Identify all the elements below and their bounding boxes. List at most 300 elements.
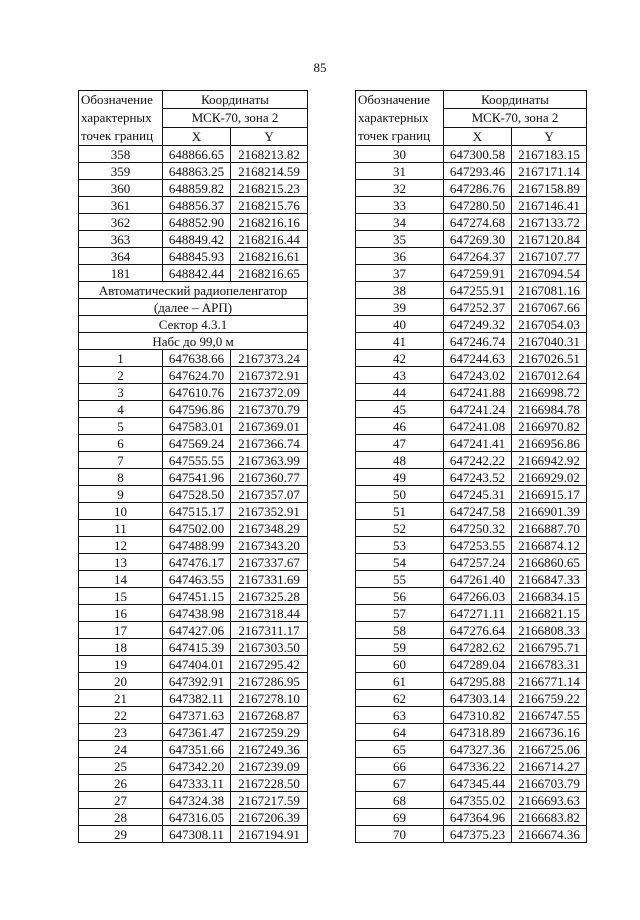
table-row (79, 265, 308, 282)
x-coordinate-cell: 647252.37 (444, 299, 512, 316)
x-coordinate-cell: 647382.11 (163, 690, 231, 707)
y-coordinate-cell: 2167107.77 (512, 248, 587, 265)
point-number-cell: 18 (79, 639, 163, 656)
point-number-cell: 364 (79, 248, 163, 265)
x-coordinate-cell: 647342.20 (163, 758, 231, 775)
point-number-cell: 59 (356, 639, 444, 656)
point-number-cell: 11 (79, 520, 163, 537)
table-row (356, 401, 587, 418)
y-coordinate-cell: 2166693.63 (512, 792, 587, 809)
point-number-cell: 41 (356, 333, 444, 350)
y-coordinate-cell: 2167239.09 (231, 758, 308, 775)
table-row (79, 146, 308, 163)
table-row (356, 622, 587, 639)
sector-title: Сектор 4.3.1 (79, 316, 308, 333)
y-coordinate-cell: 2166736.16 (512, 724, 587, 741)
table-row (356, 265, 587, 282)
point-number-cell: 358 (79, 146, 163, 163)
table-row (356, 809, 587, 826)
y-coordinate-cell: 2168215.23 (231, 180, 308, 197)
y-coordinate-cell: 2166984.78 (512, 401, 587, 418)
y-coordinate-cell: 2166674.36 (512, 826, 587, 843)
header-row (356, 91, 587, 109)
x-coordinate-cell: 647241.88 (444, 384, 512, 401)
table-row (79, 248, 308, 265)
point-number-cell: 31 (356, 163, 444, 180)
table-row (356, 197, 587, 214)
y-coordinate-cell: 2166771.14 (512, 673, 587, 690)
point-number-cell: 37 (356, 265, 444, 282)
x-coordinate-cell: 647371.63 (163, 707, 231, 724)
y-coordinate-cell: 2167067.66 (512, 299, 587, 316)
table-row (356, 180, 587, 197)
y-coordinate-cell: 2166703.79 (512, 775, 587, 792)
table-row (79, 588, 308, 605)
y-coordinate-cell: 2167372.91 (231, 367, 308, 384)
table-row (356, 758, 587, 775)
x-coordinate-cell: 647274.68 (444, 214, 512, 231)
point-number-cell: 67 (356, 775, 444, 792)
table-row (79, 809, 308, 826)
table-row (356, 469, 587, 486)
x-coordinate-cell: 647247.58 (444, 503, 512, 520)
y-coordinate-cell: 2166714.27 (512, 758, 587, 775)
y-coordinate-cell: 2167194.91 (231, 826, 308, 843)
y-coordinate-cell: 2167373.24 (231, 350, 308, 367)
table-row (356, 486, 587, 503)
section-subtitle: (далее – АРП) (79, 299, 308, 316)
point-number-cell: 48 (356, 452, 444, 469)
table-row (356, 146, 587, 163)
y-coordinate-cell: 2167249.36 (231, 741, 308, 758)
x-coordinate-cell: 647259.91 (444, 265, 512, 282)
table-row (79, 537, 308, 554)
y-coordinate-cell: 2166998.72 (512, 384, 587, 401)
table-row (356, 571, 587, 588)
x-coordinate-cell: 647271.11 (444, 605, 512, 622)
coordinate-system-header: МСК-70, зона 2 (444, 109, 587, 127)
x-coordinate-cell: 647541.96 (163, 469, 231, 486)
point-number-cell: 8 (79, 469, 163, 486)
y-coordinate-cell: 2166821.15 (512, 605, 587, 622)
table-row (356, 248, 587, 265)
table-row (356, 639, 587, 656)
section-title: Автоматический радиопеленгатор (79, 282, 308, 299)
y-coordinate-cell: 2167268.87 (231, 707, 308, 724)
table-row (79, 180, 308, 197)
table-row (79, 452, 308, 469)
x-coordinate-cell: 647269.30 (444, 231, 512, 248)
y-coordinate-cell: 2166887.70 (512, 520, 587, 537)
x-coordinate-cell: 647295.88 (444, 673, 512, 690)
point-number-cell: 51 (356, 503, 444, 520)
point-number-cell: 361 (79, 197, 163, 214)
point-number-cell: 19 (79, 656, 163, 673)
table-row (356, 503, 587, 520)
point-number-cell: 24 (79, 741, 163, 758)
y-coordinate-cell: 2166874.12 (512, 537, 587, 554)
x-coordinate-cell: 647476.17 (163, 554, 231, 571)
y-coordinate-cell: 2168214.59 (231, 163, 308, 180)
x-coordinate-cell: 647624.70 (163, 367, 231, 384)
y-coordinate-cell: 2167054.03 (512, 316, 587, 333)
point-number-cell: 33 (356, 197, 444, 214)
point-number-cell: 50 (356, 486, 444, 503)
table-row (79, 605, 308, 622)
point-number-cell: 28 (79, 809, 163, 826)
header-row (79, 91, 308, 109)
point-number-cell: 49 (356, 469, 444, 486)
point-number-cell: 36 (356, 248, 444, 265)
point-number-cell: 65 (356, 741, 444, 758)
point-number-cell: 3 (79, 384, 163, 401)
section-title-row (79, 282, 308, 299)
y-coordinate-cell: 2167286.95 (231, 673, 308, 690)
point-number-cell: 58 (356, 622, 444, 639)
point-number-cell: 9 (79, 486, 163, 503)
point-number-cell: 27 (79, 792, 163, 809)
table-row (356, 554, 587, 571)
point-number-cell: 359 (79, 163, 163, 180)
x-coordinate-cell: 647451.15 (163, 588, 231, 605)
table-row (79, 673, 308, 690)
point-number-cell: 7 (79, 452, 163, 469)
page-number: 85 (313, 60, 327, 75)
point-number-cell: 14 (79, 571, 163, 588)
table-row (356, 826, 587, 843)
table-row (79, 758, 308, 775)
x-coordinate-cell: 647255.91 (444, 282, 512, 299)
x-coordinate-cell: 647280.50 (444, 197, 512, 214)
y-coordinate-cell: 2166834.15 (512, 588, 587, 605)
table-row (356, 299, 587, 316)
table-row (356, 231, 587, 248)
y-coordinate-cell: 2166942.92 (512, 452, 587, 469)
table-row (79, 724, 308, 741)
point-number-cell: 30 (356, 146, 444, 163)
x-coordinate-cell: 647250.32 (444, 520, 512, 537)
x-coordinate-cell: 648866.65 (163, 146, 231, 163)
y-coordinate-cell: 2167303.50 (231, 639, 308, 656)
x-coordinate-cell: 648856.37 (163, 197, 231, 214)
point-number-cell: 40 (356, 316, 444, 333)
x-coordinate-cell: 647318.89 (444, 724, 512, 741)
point-number-cell: 16 (79, 605, 163, 622)
point-number-cell: 29 (79, 826, 163, 843)
y-coordinate-cell: 2167366.74 (231, 435, 308, 452)
y-coordinate-cell: 2167217.59 (231, 792, 308, 809)
table-row (356, 605, 587, 622)
x-coordinate-cell: 647638.66 (163, 350, 231, 367)
point-number-cell: 45 (356, 401, 444, 418)
point-number-cell: 62 (356, 690, 444, 707)
x-coordinate-cell: 647242.22 (444, 452, 512, 469)
x-coordinate-cell: 647502.00 (163, 520, 231, 537)
y-column-header: Y (512, 127, 587, 145)
point-number-cell: 57 (356, 605, 444, 622)
sector-height-row (79, 333, 308, 350)
sector-title-row (79, 316, 308, 333)
y-coordinate-cell: 2167259.29 (231, 724, 308, 741)
table-row (356, 673, 587, 690)
point-number-cell: 54 (356, 554, 444, 571)
x-coordinate-cell: 648849.42 (163, 231, 231, 248)
y-coordinate-cell: 2166808.33 (512, 622, 587, 639)
point-number-cell: 6 (79, 435, 163, 452)
y-coordinate-cell: 2168216.44 (231, 231, 308, 248)
point-number-cell: 17 (79, 622, 163, 639)
y-coordinate-cell: 2168216.61 (231, 248, 308, 265)
y-coordinate-cell: 2167318.44 (231, 605, 308, 622)
y-coordinate-cell: 2166759.22 (512, 690, 587, 707)
point-number-cell: 47 (356, 435, 444, 452)
x-coordinate-cell: 647243.02 (444, 367, 512, 384)
coordinates-title: Координаты (481, 92, 549, 108)
x-coordinate-cell: 647528.50 (163, 486, 231, 503)
point-number-cell: 4 (79, 401, 163, 418)
x-coordinate-cell: 647569.24 (163, 435, 231, 452)
coordinates-table-right (355, 90, 587, 843)
point-number-cell: 55 (356, 571, 444, 588)
point-number-cell: 64 (356, 724, 444, 741)
coordinates-table-left (78, 90, 308, 843)
table-row (356, 588, 587, 605)
point-number-cell: 69 (356, 809, 444, 826)
point-designation-header: Обозначение характерных точек границ (79, 91, 163, 146)
point-number-cell: 23 (79, 724, 163, 741)
x-coordinate-cell: 647249.32 (444, 316, 512, 333)
x-coordinate-cell: 647438.98 (163, 605, 231, 622)
table-row (79, 231, 308, 248)
point-number-cell: 61 (356, 673, 444, 690)
x-coordinate-cell: 648852.90 (163, 214, 231, 231)
table-row (356, 282, 587, 299)
x-coordinate-cell: 647300.58 (444, 146, 512, 163)
table-row (79, 384, 308, 401)
y-coordinate-cell: 2167348.29 (231, 520, 308, 537)
table-row (79, 775, 308, 792)
y-coordinate-cell: 2168216.16 (231, 214, 308, 231)
table-row (356, 520, 587, 537)
table-row (356, 435, 587, 452)
y-coordinate-cell: 2167370.79 (231, 401, 308, 418)
table-row (79, 469, 308, 486)
table-row (356, 656, 587, 673)
table-row (356, 350, 587, 367)
sector-height: Набс до 99,0 м (79, 333, 308, 350)
y-coordinate-cell: 2167357.07 (231, 486, 308, 503)
x-coordinate-cell: 648845.93 (163, 248, 231, 265)
table-row (79, 639, 308, 656)
point-number-cell: 22 (79, 707, 163, 724)
point-number-cell: 35 (356, 231, 444, 248)
point-number-cell: 39 (356, 299, 444, 316)
y-column-header: Y (231, 127, 308, 145)
y-coordinate-cell: 2167363.99 (231, 452, 308, 469)
point-number-cell: 43 (356, 367, 444, 384)
x-column-header: X (444, 127, 512, 145)
table-row (356, 690, 587, 707)
coordinates-header (163, 91, 308, 109)
y-coordinate-cell: 2167012.64 (512, 367, 587, 384)
y-coordinate-cell: 2167206.39 (231, 809, 308, 826)
x-coordinate-cell: 647333.11 (163, 775, 231, 792)
point-designation-header: Обозначение характерных точек границ (356, 91, 444, 146)
y-coordinate-cell: 2167337.67 (231, 554, 308, 571)
x-coordinate-cell: 647415.39 (163, 639, 231, 656)
y-coordinate-cell: 2167360.77 (231, 469, 308, 486)
table-row (356, 707, 587, 724)
y-coordinate-cell: 2167026.51 (512, 350, 587, 367)
table-row (356, 163, 587, 180)
x-coordinate-cell: 647276.64 (444, 622, 512, 639)
coordinates-header (444, 91, 587, 109)
table-row (79, 571, 308, 588)
x-coordinate-cell: 647308.11 (163, 826, 231, 843)
x-coordinate-cell: 647361.47 (163, 724, 231, 741)
point-number-cell: 66 (356, 758, 444, 775)
y-coordinate-cell: 2167171.14 (512, 163, 587, 180)
y-coordinate-cell: 2168215.76 (231, 197, 308, 214)
table-row (79, 197, 308, 214)
x-coordinate-cell: 647610.76 (163, 384, 231, 401)
x-coordinate-cell: 648863.25 (163, 163, 231, 180)
y-coordinate-cell: 2166860.65 (512, 554, 587, 571)
point-number-cell: 26 (79, 775, 163, 792)
table-row (356, 724, 587, 741)
x-coordinate-cell: 647282.62 (444, 639, 512, 656)
x-coordinate-cell: 647463.55 (163, 571, 231, 588)
table-row (356, 333, 587, 350)
x-coordinate-cell: 647336.22 (444, 758, 512, 775)
y-coordinate-cell: 2166783.31 (512, 656, 587, 673)
y-coordinate-cell: 2166747.55 (512, 707, 587, 724)
y-coordinate-cell: 2167325.28 (231, 588, 308, 605)
point-number-cell: 52 (356, 520, 444, 537)
y-coordinate-cell: 2167331.69 (231, 571, 308, 588)
y-coordinate-cell: 2167120.84 (512, 231, 587, 248)
table-row (79, 622, 308, 639)
x-coordinate-cell: 647253.55 (444, 537, 512, 554)
point-number-cell: 10 (79, 503, 163, 520)
point-number-cell: 15 (79, 588, 163, 605)
table-row (79, 554, 308, 571)
y-coordinate-cell: 2167133.72 (512, 214, 587, 231)
point-number-cell: 42 (356, 350, 444, 367)
table-row (356, 741, 587, 758)
y-coordinate-cell: 2166929.02 (512, 469, 587, 486)
point-number-cell: 38 (356, 282, 444, 299)
x-coordinate-cell: 647364.96 (444, 809, 512, 826)
point-number-cell: 20 (79, 673, 163, 690)
x-coordinate-cell: 647264.37 (444, 248, 512, 265)
x-coordinate-cell: 647293.46 (444, 163, 512, 180)
x-coordinate-cell: 647303.14 (444, 690, 512, 707)
y-coordinate-cell: 2167158.89 (512, 180, 587, 197)
y-coordinate-cell: 2166847.33 (512, 571, 587, 588)
table-row (79, 401, 308, 418)
x-coordinate-cell: 647404.01 (163, 656, 231, 673)
x-column-header: X (163, 127, 231, 145)
y-coordinate-cell: 2166725.06 (512, 741, 587, 758)
y-coordinate-cell: 2167228.50 (231, 775, 308, 792)
table-row (79, 367, 308, 384)
x-coordinate-cell: 647316.05 (163, 809, 231, 826)
point-number-cell: 56 (356, 588, 444, 605)
y-coordinate-cell: 2166683.82 (512, 809, 587, 826)
x-coordinate-cell: 647427.06 (163, 622, 231, 639)
table-row (356, 384, 587, 401)
table-row (356, 418, 587, 435)
y-coordinate-cell: 2166956.86 (512, 435, 587, 452)
table-row (79, 656, 308, 673)
point-number-cell: 32 (356, 180, 444, 197)
table-row (79, 486, 308, 503)
y-coordinate-cell: 2167372.09 (231, 384, 308, 401)
table-row (79, 503, 308, 520)
x-coordinate-cell: 647261.40 (444, 571, 512, 588)
x-coordinate-cell: 647392.91 (163, 673, 231, 690)
table-row (79, 792, 308, 809)
point-number-cell: 63 (356, 707, 444, 724)
x-coordinate-cell: 647515.17 (163, 503, 231, 520)
y-coordinate-cell: 2166970.82 (512, 418, 587, 435)
point-number-cell: 360 (79, 180, 163, 197)
x-coordinate-cell: 648859.82 (163, 180, 231, 197)
table-row (356, 452, 587, 469)
table-row (356, 316, 587, 333)
x-coordinate-cell: 647244.63 (444, 350, 512, 367)
point-number-cell: 25 (79, 758, 163, 775)
table-row (79, 214, 308, 231)
x-coordinate-cell: 647596.86 (163, 401, 231, 418)
y-coordinate-cell: 2168216.65 (231, 265, 308, 282)
point-number-cell: 13 (79, 554, 163, 571)
table-row (79, 690, 308, 707)
y-coordinate-cell: 2167094.54 (512, 265, 587, 282)
x-coordinate-cell: 647345.44 (444, 775, 512, 792)
x-coordinate-cell: 647351.66 (163, 741, 231, 758)
y-coordinate-cell: 2167352.91 (231, 503, 308, 520)
x-coordinate-cell: 647375.23 (444, 826, 512, 843)
table-row (79, 707, 308, 724)
x-coordinate-cell: 647289.04 (444, 656, 512, 673)
x-coordinate-cell: 647245.31 (444, 486, 512, 503)
point-number-cell: 34 (356, 214, 444, 231)
y-coordinate-cell: 2167183.15 (512, 146, 587, 163)
y-coordinate-cell: 2167369.01 (231, 418, 308, 435)
x-coordinate-cell: 647241.24 (444, 401, 512, 418)
x-coordinate-cell: 647246.74 (444, 333, 512, 350)
point-number-cell: 1 (79, 350, 163, 367)
y-coordinate-cell: 2167295.42 (231, 656, 308, 673)
x-coordinate-cell: 647286.76 (444, 180, 512, 197)
y-coordinate-cell: 2167343.20 (231, 537, 308, 554)
point-number-cell: 181 (79, 265, 163, 282)
point-number-cell: 70 (356, 826, 444, 843)
table-row (79, 418, 308, 435)
x-coordinate-cell: 647488.99 (163, 537, 231, 554)
section-subtitle-row (79, 299, 308, 316)
y-coordinate-cell: 2168213.82 (231, 146, 308, 163)
y-coordinate-cell: 2167278.10 (231, 690, 308, 707)
table-row (356, 792, 587, 809)
point-number-cell: 46 (356, 418, 444, 435)
x-coordinate-cell: 647355.02 (444, 792, 512, 809)
x-coordinate-cell: 647310.82 (444, 707, 512, 724)
x-coordinate-cell: 647324.38 (163, 792, 231, 809)
point-number-cell: 21 (79, 690, 163, 707)
